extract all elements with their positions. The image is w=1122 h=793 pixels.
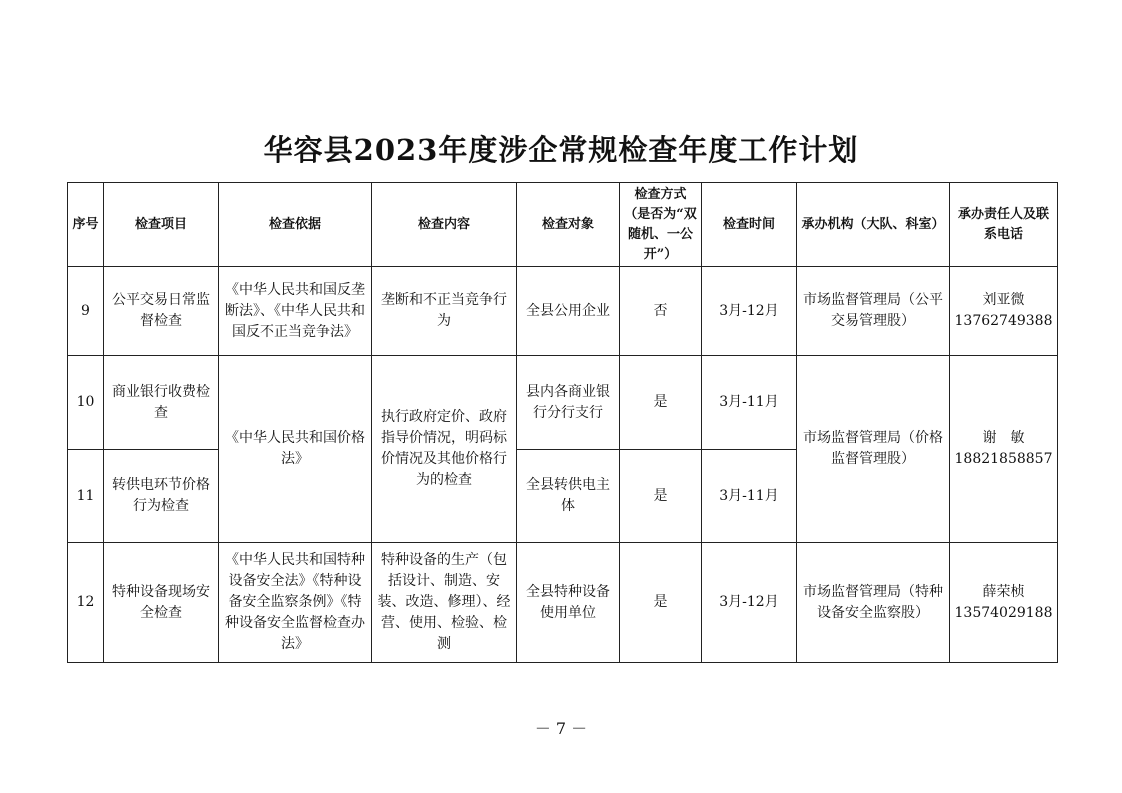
cell-method: 是 bbox=[620, 356, 702, 450]
header-content: 检查内容 bbox=[372, 183, 517, 267]
cell-agency: 市场监督管理局（公平交易管理股） bbox=[797, 267, 950, 356]
table-row bbox=[68, 267, 1058, 356]
cell-method: 否 bbox=[620, 267, 702, 356]
inspection-plan-table bbox=[67, 182, 1058, 663]
cell-basis: 《中华人民共和国反垄断法》、《中华人民共和国反不正当竞争法》 bbox=[219, 267, 372, 356]
cell-basis: 《中华人民共和国价格法》 bbox=[219, 356, 372, 543]
cell-basis: 《中华人民共和国特种设备安全法》《特种设备安全监察条例》《特种设备安全监督检查办法》 bbox=[219, 543, 372, 663]
header-time: 检查时间 bbox=[702, 183, 797, 267]
header-target: 检查对象 bbox=[517, 183, 620, 267]
cell-target: 全县转供电主体 bbox=[517, 450, 620, 543]
cell-agency: 市场监督管理局（特种设备安全监察股） bbox=[797, 543, 950, 663]
cell-method: 是 bbox=[620, 450, 702, 543]
cell-contact: 刘亚微13762749388 bbox=[950, 267, 1058, 356]
cell-seq: 11 bbox=[68, 450, 104, 543]
cell-seq: 9 bbox=[68, 267, 104, 356]
cell-method: 是 bbox=[620, 543, 702, 663]
cell-item: 转供电环节价格行为检查 bbox=[104, 450, 219, 543]
cell-item: 公平交易日常监督检查 bbox=[104, 267, 219, 356]
cell-time: 3月-12月 bbox=[702, 267, 797, 356]
cell-target: 全县特种设备使用单位 bbox=[517, 543, 620, 663]
cell-seq: 12 bbox=[68, 543, 104, 663]
page-number: － 7 － bbox=[534, 719, 588, 738]
cell-content: 执行政府定价、政府指导价情况，明码标价情况及其他价格行为的检查 bbox=[372, 356, 517, 543]
document-title: 华容县2023年度涉企常规检查年度工作计划 bbox=[263, 133, 859, 167]
cell-agency: 市场监督管理局（价格监督管理股） bbox=[797, 356, 950, 543]
cell-time: 3月-12月 bbox=[702, 543, 797, 663]
header-seq: 序号 bbox=[68, 183, 104, 267]
cell-time: 3月-11月 bbox=[702, 450, 797, 543]
table-header-row bbox=[68, 183, 1058, 267]
cell-item: 商业银行收费检查 bbox=[104, 356, 219, 450]
cell-target: 全县公用企业 bbox=[517, 267, 620, 356]
table-row bbox=[68, 356, 1058, 450]
cell-contact: 谢 敏18821858857 bbox=[950, 356, 1058, 543]
cell-time: 3月-11月 bbox=[702, 356, 797, 450]
header-basis: 检查依据 bbox=[219, 183, 372, 267]
cell-contact: 薛荣桢13574029188 bbox=[950, 543, 1058, 663]
cell-item: 特种设备现场安全检查 bbox=[104, 543, 219, 663]
cell-content: 垄断和不正当竞争行为 bbox=[372, 267, 517, 356]
header-agency: 承办机构（大队、科室） bbox=[797, 183, 950, 267]
header-contact: 承办责任人及联系电话 bbox=[950, 183, 1058, 267]
header-method: 检查方式（是否为“双随机、一公开”） bbox=[620, 183, 702, 267]
table-row bbox=[68, 543, 1058, 663]
cell-seq: 10 bbox=[68, 356, 104, 450]
cell-target: 县内各商业银行分行支行 bbox=[517, 356, 620, 450]
header-item: 检查项目 bbox=[104, 183, 219, 267]
cell-content: 特种设备的生产（包括设计、制造、安装、改造、修理）、经营、使用、检验、检测 bbox=[372, 543, 517, 663]
